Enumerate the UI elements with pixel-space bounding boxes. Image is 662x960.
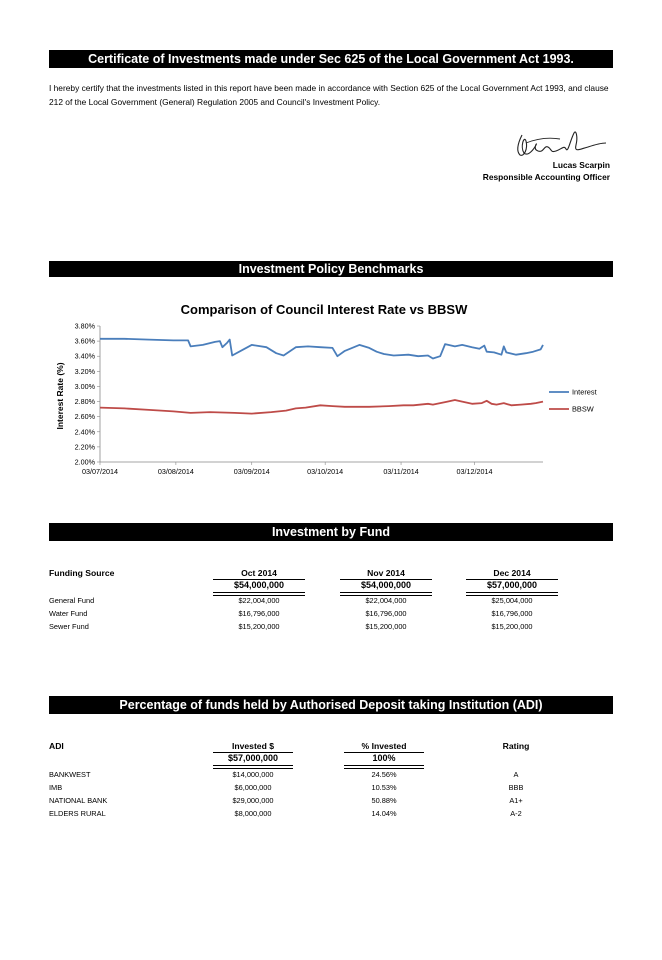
x-tick-label: 03/08/2014 xyxy=(157,467,194,476)
signer-role: Responsible Accounting Officer xyxy=(482,172,610,182)
adi-row-name: NATIONAL BANK xyxy=(49,796,108,805)
y-tick-label: 3.00% xyxy=(74,381,95,391)
legend-label-bbsw: BBSW xyxy=(572,404,594,414)
chart-y-axis-label: Interest Rate (%) xyxy=(55,362,65,430)
series-line-interest xyxy=(100,339,543,359)
adi-row-invested: $8,000,000 xyxy=(234,809,272,818)
adi-row-name: BANKWEST xyxy=(49,770,91,779)
benchmarks-title: Investment Policy Benchmarks xyxy=(238,262,424,276)
adi-title: Percentage of funds held by Authorised Deposit taking Institution (ADI) xyxy=(119,698,543,712)
month-header-dec: Dec 2014 xyxy=(493,568,531,578)
interest-rate-chart xyxy=(40,290,620,490)
adi-row-name: IMB xyxy=(49,783,63,792)
fund-cell: $16,796,000 xyxy=(491,609,533,618)
adi-row-percent: 10.53% xyxy=(371,783,397,792)
fund-cell: $22,004,000 xyxy=(365,596,407,605)
adi-row-name: ELDERS RURAL xyxy=(49,809,106,818)
y-tick-label: 2.80% xyxy=(74,397,95,407)
adi-row-invested: $14,000,000 xyxy=(232,770,274,779)
double-rule xyxy=(213,765,293,769)
fund-cell: $15,200,000 xyxy=(491,622,533,631)
adi-header-rating: Rating xyxy=(502,741,530,751)
y-tick-label: 3.20% xyxy=(74,366,95,376)
y-tick-label: 2.60% xyxy=(74,412,95,422)
y-tick-label: 3.40% xyxy=(74,351,95,361)
adi-row-invested: $29,000,000 xyxy=(232,796,274,805)
y-tick-label: 3.60% xyxy=(74,336,95,346)
certificate-title: Certificate of Investments made under Sec 625 of the Local Government Act 1993. xyxy=(88,52,574,66)
x-tick-label: 03/09/2014 xyxy=(233,467,270,476)
fund-cell: $16,796,000 xyxy=(238,609,280,618)
adi-row-percent: 24.56% xyxy=(371,770,397,779)
month-header-nov: Nov 2014 xyxy=(367,568,405,578)
x-tick-label: 03/11/2014 xyxy=(383,467,419,476)
y-tick-label: 2.00% xyxy=(74,457,95,467)
signer-name: Lucas Scarpin xyxy=(552,160,610,170)
adi-row-percent: 50.88% xyxy=(371,796,397,805)
adi-header-percent: % Invested xyxy=(361,741,407,751)
chart-title: Comparison of Council Interest Rate vs BBSW xyxy=(180,302,468,317)
adi-header-invested: Invested $ xyxy=(231,741,275,751)
adi-total-invested: $57,000,000 xyxy=(227,753,279,763)
month-header-oct: Oct 2014 xyxy=(241,568,277,578)
adi-row-rating: BBB xyxy=(508,783,524,792)
series-line-bbsw xyxy=(100,400,543,414)
adi-row-rating: A1+ xyxy=(509,796,523,805)
legend-label-interest: Interest xyxy=(572,387,597,397)
double-rule xyxy=(344,765,424,769)
benchmarks-title-bar xyxy=(49,261,613,277)
y-tick-label: 2.20% xyxy=(74,442,95,452)
y-tick-label: 3.80% xyxy=(74,321,95,331)
adi-title-bar xyxy=(49,696,613,714)
fund-cell: $16,796,000 xyxy=(365,609,407,618)
fund-row-label: General Fund xyxy=(49,596,95,605)
fund-cell: $15,200,000 xyxy=(365,622,407,631)
fund-total-nov: $54,000,000 xyxy=(360,580,412,590)
fund-title: Investment by Fund xyxy=(271,525,391,539)
adi-row-rating: A xyxy=(513,770,519,779)
x-tick-label: 03/07/2014 xyxy=(82,467,118,476)
adi-header-name: ADI xyxy=(49,741,64,751)
fund-row-label: Water Fund xyxy=(49,609,88,618)
x-tick-label: 03/10/2014 xyxy=(307,467,344,476)
adi-row-percent: 14.04% xyxy=(371,809,397,818)
funding-source-header: Funding Source xyxy=(49,568,115,578)
fund-row-label: Sewer Fund xyxy=(49,622,89,631)
fund-cell: $15,200,000 xyxy=(238,622,280,631)
fund-cell: $25,004,000 xyxy=(491,596,533,605)
fund-total-dec: $57,000,000 xyxy=(486,580,538,590)
adi-row-invested: $6,000,000 xyxy=(234,783,272,792)
certificate-text: I hereby certify that the investments listed in this report have been made in accordance with Section 625 of the Local Government Act 1993, and clause 212 of the Local Government (General) Regulation 2005 and Council's Investment Policy. xyxy=(49,83,609,107)
fund-cell: $22,004,000 xyxy=(238,596,280,605)
x-tick-label: 03/12/2014 xyxy=(456,467,493,476)
certificate-title-bar xyxy=(49,50,613,68)
fund-total-oct: $54,000,000 xyxy=(233,580,285,590)
adi-total-percent: 100% xyxy=(372,753,396,763)
fund-title-bar xyxy=(49,523,613,541)
adi-row-rating: A-2 xyxy=(510,809,522,818)
y-tick-label: 2.40% xyxy=(74,427,95,437)
